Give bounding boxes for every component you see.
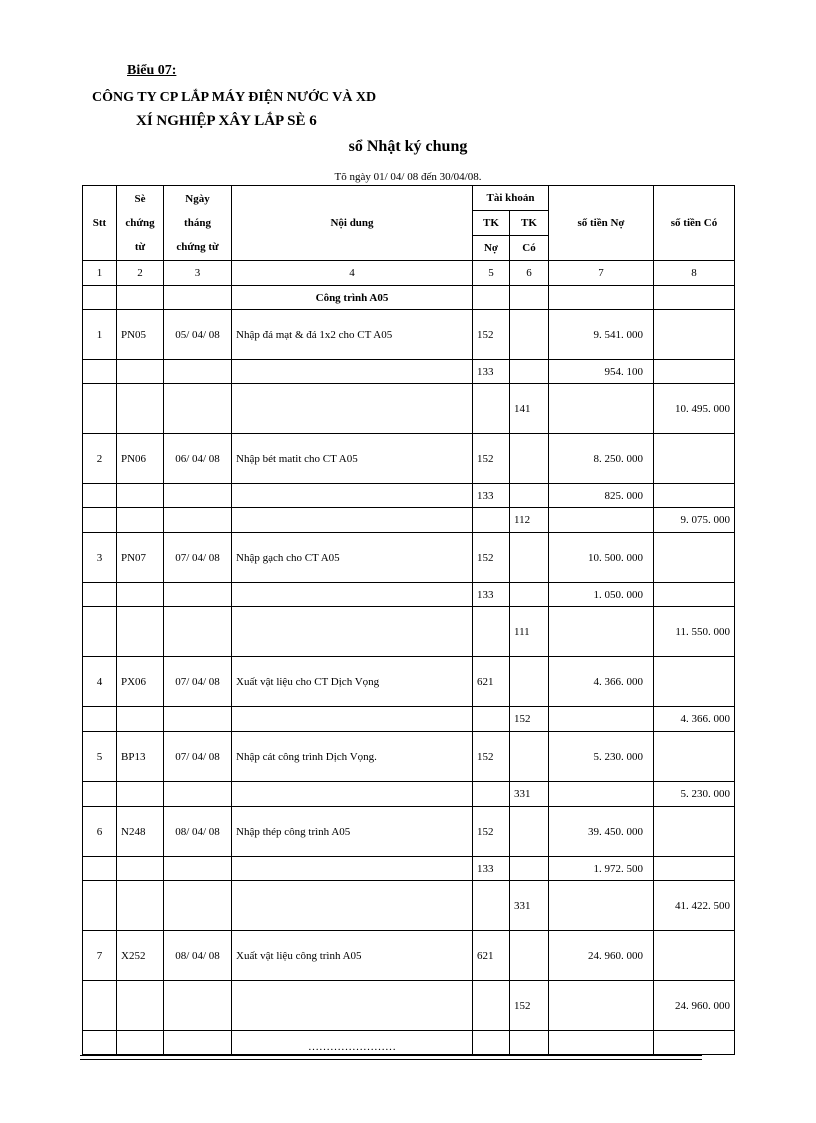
row-ngay [164, 782, 232, 807]
row-tk-no: 152 [473, 434, 510, 484]
row-so-tien-no [549, 981, 654, 1031]
row-so-chung-tu: PN05 [117, 310, 164, 360]
row-tk-no [473, 384, 510, 434]
row-ngay: 07/ 04/ 08 [164, 732, 232, 782]
row-so-tien-co: 5. 230. 000 [654, 782, 735, 807]
row-stt: 2 [83, 434, 117, 484]
row-so-chung-tu [117, 484, 164, 508]
row-stt: 7 [83, 931, 117, 981]
footer-rule-top [80, 1055, 702, 1056]
row-so-chung-tu: BP13 [117, 732, 164, 782]
row-ngay [164, 707, 232, 732]
row-so-tien-no [549, 607, 654, 657]
table-row [83, 981, 735, 1031]
col-ngay-label-2: tháng [184, 217, 211, 229]
table-row [83, 931, 735, 981]
row-ngay [164, 981, 232, 1031]
row-tk-co [510, 857, 549, 881]
column-number: 1 [83, 261, 117, 286]
row-so-chung-tu [117, 583, 164, 607]
row-so-tien-co [654, 807, 735, 857]
row-so-chung-tu [117, 360, 164, 384]
row-so-tien-no: 9. 541. 000 [549, 310, 654, 360]
row-stt [83, 857, 117, 881]
row-so-tien-co [654, 434, 735, 484]
row-so-tien-co [654, 931, 735, 981]
enterprise-name: XÍ NGHIỆP XÂY LẮP SÈ 6 [136, 113, 317, 129]
row-tk-co [510, 360, 549, 384]
column-number-row [83, 261, 735, 286]
row-noi-dung: Nhập gạch cho CT A05 [232, 533, 473, 583]
row-tk-co: 152 [510, 707, 549, 732]
row-so-chung-tu [117, 607, 164, 657]
row-so-tien-co [654, 857, 735, 881]
row-tk-co [510, 434, 549, 484]
row-so-chung-tu [117, 508, 164, 533]
row-noi-dung [232, 583, 473, 607]
col-ngay-header [164, 186, 232, 261]
row-tk-no [473, 707, 510, 732]
column-number: 2 [117, 261, 164, 286]
form-label: Biểu 07: [127, 63, 177, 78]
row-ngay [164, 881, 232, 931]
row-so-tien-no: 1. 050. 000 [549, 583, 654, 607]
row-stt: 5 [83, 732, 117, 782]
row-noi-dung: Xuất vật liệu cho CT Dịch Vọng [232, 657, 473, 707]
col-stt-header [83, 186, 117, 261]
row-noi-dung: Nhập thép công trình A05 [232, 807, 473, 857]
row-so-tien-co: 11. 550. 000 [654, 607, 735, 657]
row-so-tien-no [549, 707, 654, 732]
table-header [83, 186, 735, 286]
row-noi-dung [232, 707, 473, 732]
row-so-tien-co [654, 657, 735, 707]
row-so-tien-no [549, 782, 654, 807]
row-ngay [164, 360, 232, 384]
period-text [0, 171, 816, 183]
row-so-tien-co: 4. 366. 000 [654, 707, 735, 732]
row-so-chung-tu: X252 [117, 931, 164, 981]
row-stt [83, 881, 117, 931]
row-so-tien-no: 8. 250. 000 [549, 434, 654, 484]
table-body [83, 286, 735, 1031]
row-so-chung-tu [117, 384, 164, 434]
row-noi-dung [232, 607, 473, 657]
row-stt [83, 360, 117, 384]
table-row [83, 360, 735, 384]
table-row [83, 310, 735, 360]
row-stt [83, 707, 117, 732]
row-tk-no [473, 508, 510, 533]
row-tk-co [510, 732, 549, 782]
row-stt [83, 607, 117, 657]
col-tai-khoan-label: Tài khoản [486, 192, 535, 204]
table-row [83, 583, 735, 607]
col-stt-label: Stt [92, 217, 107, 229]
column-number: 6 [510, 261, 549, 286]
row-tk-no [473, 607, 510, 657]
row-stt [83, 484, 117, 508]
col-so-label-1: Sè [134, 193, 146, 205]
row-so-tien-no: 954. 100 [549, 360, 654, 384]
row-tk-co: 331 [510, 782, 549, 807]
table-row [83, 857, 735, 881]
document-title-text: sổ Nhật ký chung [348, 138, 468, 155]
table-row [83, 384, 735, 434]
row-noi-dung [232, 857, 473, 881]
row-ngay: 07/ 04/ 08 [164, 533, 232, 583]
col-so-tien-no-header [549, 186, 654, 261]
row-so-tien-no: 24. 960. 000 [549, 931, 654, 981]
row-so-tien-co: 9. 075. 000 [654, 508, 735, 533]
column-number: 7 [549, 261, 654, 286]
row-stt [83, 981, 117, 1031]
row-stt [83, 583, 117, 607]
row-noi-dung [232, 782, 473, 807]
row-tk-co [510, 583, 549, 607]
row-so-tien-co [654, 484, 735, 508]
row-ngay: 08/ 04/ 08 [164, 807, 232, 857]
row-so-tien-no: 10. 500. 000 [549, 533, 654, 583]
table-row [83, 484, 735, 508]
row-stt [83, 782, 117, 807]
row-ngay: 07/ 04/ 08 [164, 657, 232, 707]
row-tk-co [510, 931, 549, 981]
row-noi-dung [232, 484, 473, 508]
row-tk-no: 621 [473, 657, 510, 707]
row-tk-co [510, 657, 549, 707]
table-row [83, 881, 735, 931]
row-so-tien-no: 825. 000 [549, 484, 654, 508]
row-ngay [164, 384, 232, 434]
row-so-tien-no [549, 384, 654, 434]
row-so-tien-no: 1. 972. 500 [549, 857, 654, 881]
row-stt [83, 508, 117, 533]
row-so-tien-no [549, 508, 654, 533]
row-so-tien-no: 4. 366. 000 [549, 657, 654, 707]
row-noi-dung: Nhập cát công trình Dịch Vọng. [232, 732, 473, 782]
row-so-tien-no: 39. 450. 000 [549, 807, 654, 857]
row-ngay [164, 583, 232, 607]
row-noi-dung [232, 360, 473, 384]
col-so-label-2: chứng [125, 217, 155, 229]
col-so-tien-co-header [654, 186, 735, 261]
row-so-chung-tu [117, 707, 164, 732]
row-so-chung-tu: N248 [117, 807, 164, 857]
table-row [83, 807, 735, 857]
col-tk-co-bottom: Có [510, 236, 549, 261]
row-tk-co: 112 [510, 508, 549, 533]
row-stt: 1 [83, 310, 117, 360]
row-so-tien-co [654, 310, 735, 360]
row-so-chung-tu: PX06 [117, 657, 164, 707]
table-row [83, 533, 735, 583]
row-so-tien-co [654, 732, 735, 782]
col-noi-dung-label: Nội dung [330, 217, 374, 229]
row-so-tien-co: 10. 495. 000 [654, 384, 735, 434]
row-noi-dung: Xuất vật liệu công trình A05 [232, 931, 473, 981]
row-stt: 6 [83, 807, 117, 857]
table-row [83, 434, 735, 484]
row-tk-no: 133 [473, 360, 510, 384]
period-value: Tõ ngày 01/ 04/ 08 đến 30/04/08. [334, 171, 482, 183]
row-so-chung-tu [117, 782, 164, 807]
row-noi-dung: Nhập bét matit cho CT A05 [232, 434, 473, 484]
row-tk-co [510, 807, 549, 857]
row-so-tien-co [654, 360, 735, 384]
row-ngay [164, 484, 232, 508]
row-noi-dung [232, 508, 473, 533]
row-tk-no: 133 [473, 857, 510, 881]
col-tk-no-bottom: Nợ [473, 236, 510, 261]
row-tk-co [510, 533, 549, 583]
document-title [0, 138, 816, 156]
row-ngay: 08/ 04/ 08 [164, 931, 232, 981]
col-so-tien-no-label: số tiền Nợ [577, 217, 625, 229]
row-tk-no: 152 [473, 533, 510, 583]
row-so-tien-co: 24. 960. 000 [654, 981, 735, 1031]
column-number: 8 [654, 261, 735, 286]
row-ngay [164, 607, 232, 657]
row-stt: 3 [83, 533, 117, 583]
row-so-tien-co [654, 583, 735, 607]
row-tk-no [473, 782, 510, 807]
section-title: Công trình A05 [232, 286, 473, 310]
row-tk-no: 621 [473, 931, 510, 981]
row-tk-no: 152 [473, 310, 510, 360]
row-so-chung-tu [117, 981, 164, 1031]
row-tk-co [510, 310, 549, 360]
row-stt: 4 [83, 657, 117, 707]
section-row [83, 286, 735, 310]
row-ngay: 05/ 04/ 08 [164, 310, 232, 360]
row-so-tien-no: 5. 230. 000 [549, 732, 654, 782]
row-ngay: 06/ 04/ 08 [164, 434, 232, 484]
row-noi-dung [232, 384, 473, 434]
row-tk-co: 111 [510, 607, 549, 657]
table-row [83, 782, 735, 807]
row-so-tien-co: 41. 422. 500 [654, 881, 735, 931]
row-tk-no [473, 981, 510, 1031]
row-so-tien-co [654, 533, 735, 583]
row-noi-dung [232, 881, 473, 931]
row-tk-co: 331 [510, 881, 549, 931]
trailing-row [83, 1031, 735, 1055]
row-noi-dung [232, 981, 473, 1031]
row-tk-co: 141 [510, 384, 549, 434]
row-tk-no: 133 [473, 484, 510, 508]
column-number: 5 [473, 261, 510, 286]
col-so-header [117, 186, 164, 261]
row-ngay [164, 857, 232, 881]
row-ngay [164, 508, 232, 533]
col-tk-no-top: TK [473, 211, 510, 236]
row-stt [83, 384, 117, 434]
row-so-chung-tu: PN07 [117, 533, 164, 583]
footer-rule-bottom [80, 1059, 702, 1060]
col-so-label-3: từ [134, 241, 146, 253]
col-noi-dung-header [232, 186, 473, 261]
table-row [83, 732, 735, 782]
row-so-tien-no [549, 881, 654, 931]
row-so-chung-tu [117, 881, 164, 931]
row-noi-dung: Nhập đá mạt & đá 1x2 cho CT A05 [232, 310, 473, 360]
table-row [83, 707, 735, 732]
table-row [83, 508, 735, 533]
ledger-table [82, 185, 735, 1055]
trailing-dots: …………………… [232, 1031, 473, 1055]
col-tai-khoan-header [473, 186, 549, 211]
table-row [83, 607, 735, 657]
table-row [83, 657, 735, 707]
col-ngay-label-3: chứng từ [176, 241, 219, 253]
col-ngay-label-1: Ngày [185, 193, 210, 205]
row-tk-co [510, 484, 549, 508]
col-so-tien-co-label: số tiền Có [670, 217, 718, 229]
company-name: CÔNG TY CP LẮP MÁY ĐIỆN NƯỚC VÀ XD [92, 90, 377, 105]
row-tk-co: 152 [510, 981, 549, 1031]
col-tk-co-top: TK [510, 211, 549, 236]
row-tk-no: 133 [473, 583, 510, 607]
column-number: 3 [164, 261, 232, 286]
column-number: 4 [232, 261, 473, 286]
row-so-chung-tu [117, 857, 164, 881]
row-tk-no: 152 [473, 732, 510, 782]
row-tk-no [473, 881, 510, 931]
row-tk-no: 152 [473, 807, 510, 857]
row-so-chung-tu: PN06 [117, 434, 164, 484]
